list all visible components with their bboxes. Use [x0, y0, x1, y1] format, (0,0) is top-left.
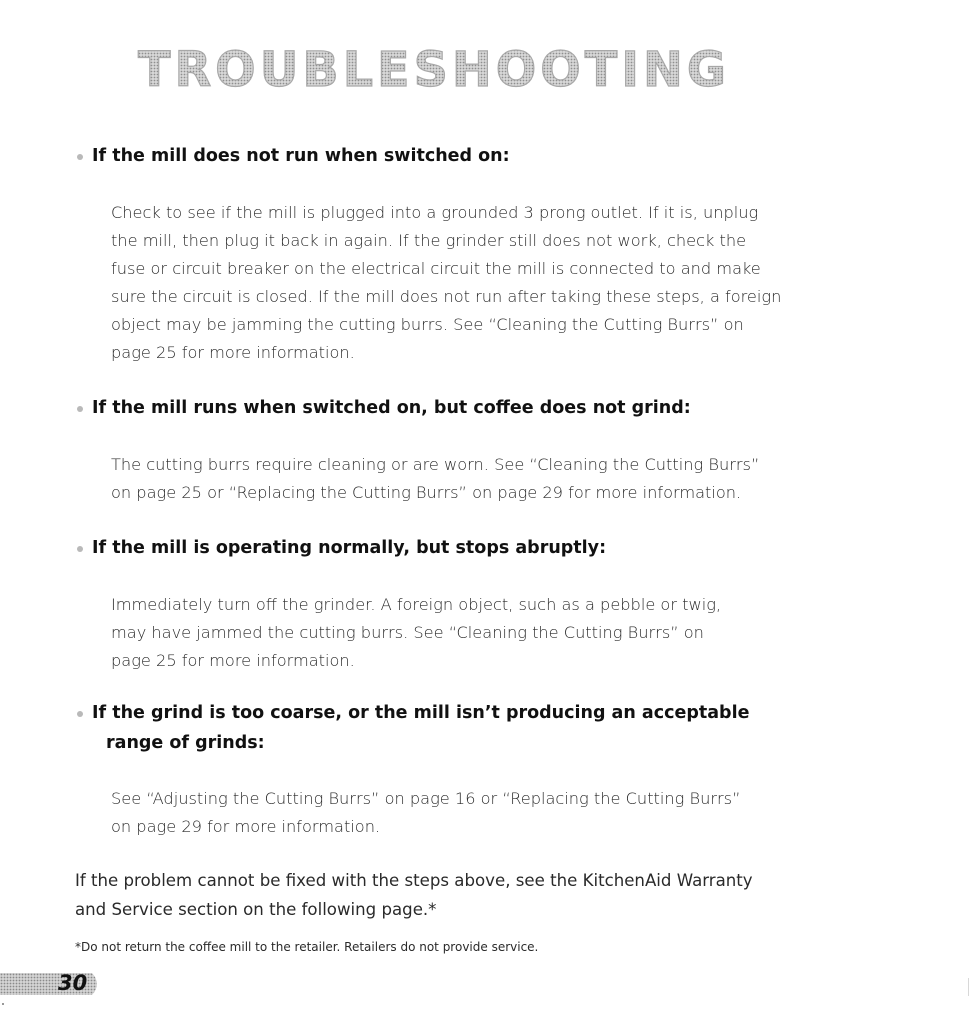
- section-heading: If the mill does not run when switched on:: [92, 146, 510, 166]
- page-number: 30: [58, 971, 88, 995]
- bullet-dot: [77, 546, 83, 552]
- page-title: [138, 40, 838, 100]
- page-title-graphic: [138, 40, 838, 100]
- bullet-dot: [77, 406, 83, 412]
- section-body-line: on page 29 for more information.: [111, 817, 381, 836]
- section-body-line: page 25 for more information.: [111, 651, 355, 670]
- section-heading: If the mill is operating normally, but stops abruptly:: [92, 538, 607, 558]
- edge-mark: [968, 978, 969, 996]
- corner-mark: [2, 1003, 4, 1005]
- section-body-line: fuse or circuit breaker on the electrical circuit the mill is connected to and make: [111, 259, 761, 278]
- section-heading-continued: range of grinds:: [106, 733, 265, 753]
- section-heading: If the mill runs when switched on, but coffee does not grind:: [92, 398, 691, 418]
- section-body-line: sure the circuit is closed. If the mill does not run after taking these steps, a foreign: [111, 287, 782, 306]
- section-body-line: page 25 for more information.: [111, 343, 355, 362]
- section-body-line: Check to see if the mill is plugged into a grounded 3 prong outlet. If it is, unplug: [111, 203, 759, 222]
- section-body-line: Immediately turn off the grinder. A foreign object, such as a pebble or twig,: [111, 595, 722, 614]
- section-body-line: See “Adjusting the Cutting Burrs” on page 16 or “Replacing the Cutting Burrs”: [111, 789, 741, 808]
- section-heading: If the grind is too coarse, or the mill isn’t producing an acceptable: [92, 703, 750, 723]
- bullet-dot: [77, 711, 83, 717]
- section-body-line: may have jammed the cutting burrs. See “Cleaning the Cutting Burrs” on: [111, 623, 704, 642]
- section-body-line: the mill, then plug it back in again. If the grinder still does not work, check the: [111, 231, 747, 250]
- section-body-line: object may be jamming the cutting burrs. See “Cleaning the Cutting Burrs” on: [111, 315, 744, 334]
- closing-text-line: If the problem cannot be fixed with the steps above, see the KitchenAid Warranty: [75, 871, 753, 890]
- section-body-line: The cutting burrs require cleaning or are worn. See “Cleaning the Cutting Burrs”: [111, 455, 760, 474]
- page-title-text: TROUBLESHOOTING: [138, 42, 730, 98]
- section-body-line: on page 25 or “Replacing the Cutting Burrs” on page 29 for more information.: [111, 483, 742, 502]
- footnote: *Do not return the coffee mill to the retailer. Retailers do not provide service.: [75, 940, 539, 954]
- bullet-dot: [77, 154, 83, 160]
- closing-text-line: and Service section on the following page.*: [75, 900, 437, 919]
